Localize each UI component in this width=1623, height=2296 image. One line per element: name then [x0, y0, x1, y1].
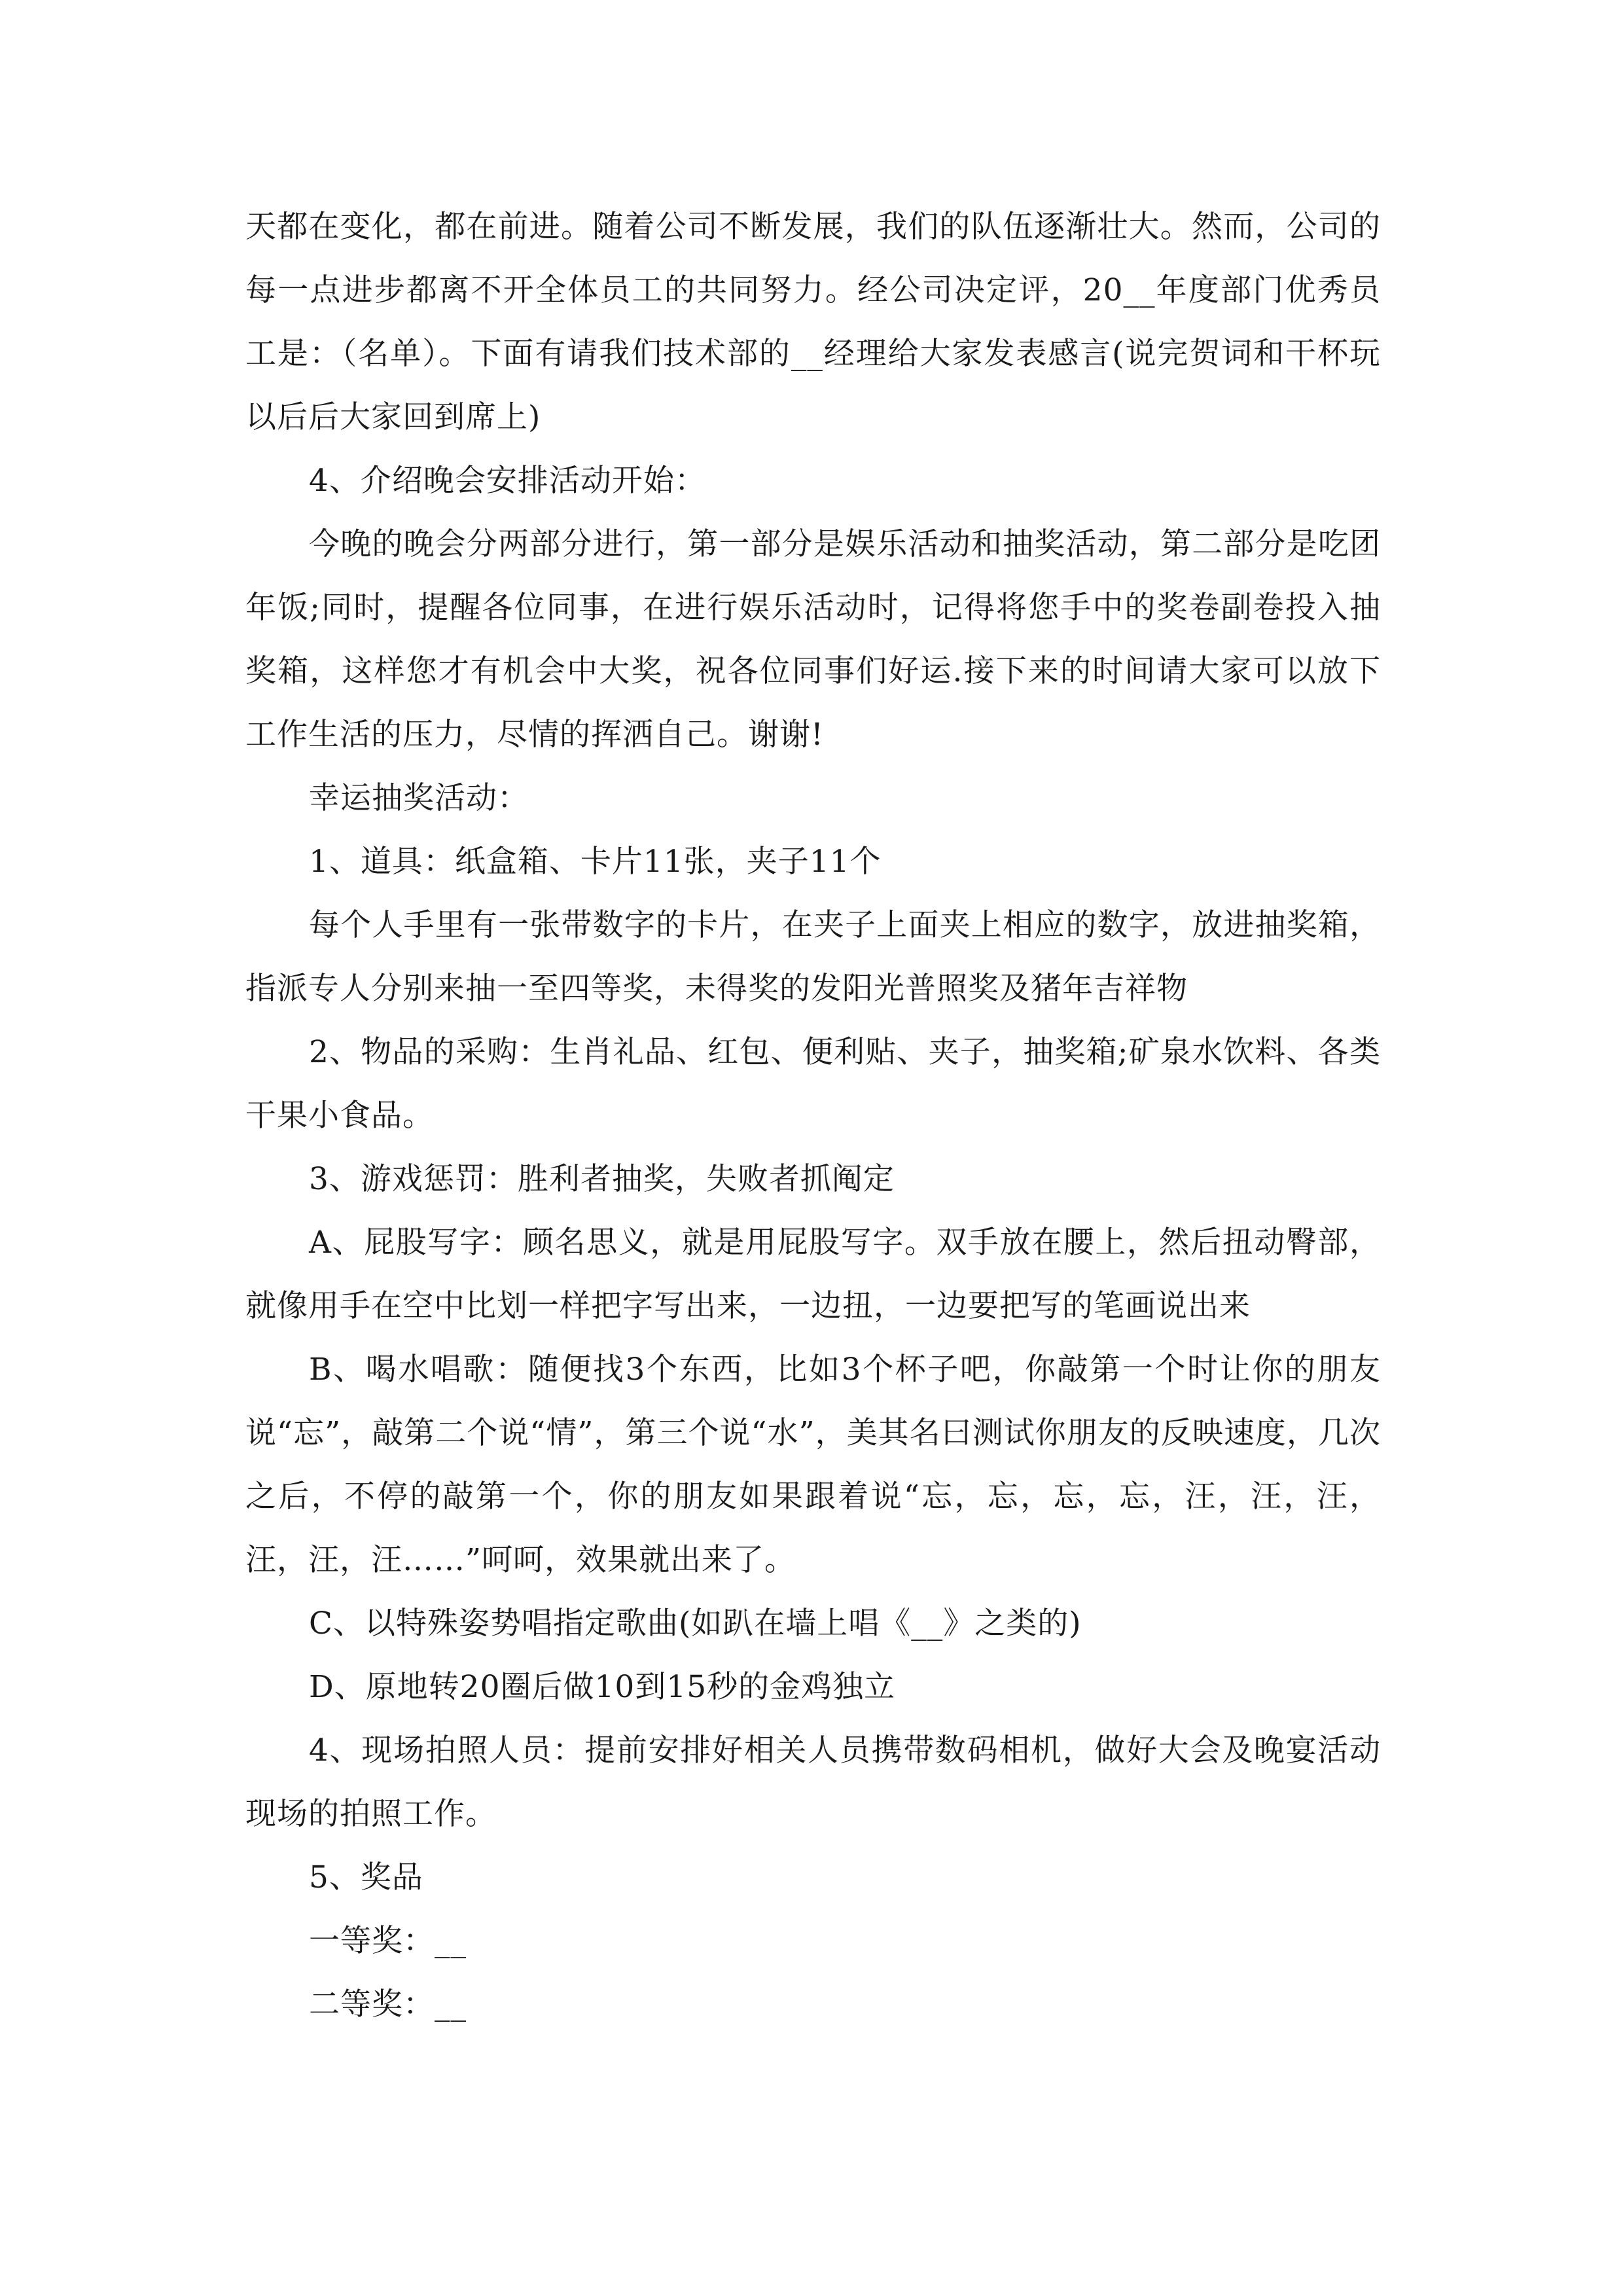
paragraph-intro-continuation: 天都在变化，都在前进。随着公司不断发展，我们的队伍逐渐壮大。然而，公司的每一点进步都离不开全体员工的共同努力。经公司决定评，20__年度部门优秀员工是：（名单）。下面有请我们技术部的__经理给大家发表感言(说完贺词和干杯玩以后后大家回到席上)	[245, 209, 1381, 435]
paragraph-prizes-heading: 5、奖品	[309, 1859, 423, 1895]
paragraph-penalty-d: D、原地转20圈后做10到15秒的金鸡独立	[309, 1669, 896, 1705]
paragraph-penalty-a: A、屁股写字：顾名思义，就是用屁股写字。双手放在腰上，然后扭动臀部，就像用手在空中比划一样把字写出来，一边扭，一边要把写的笔画说出来	[245, 1225, 1381, 1324]
paragraph-penalty-b: B、喝水唱歌：随便找3个东西，比如3个杯子吧，你敲第一个时让你的朋友说“忘”，敲第二个说“情”，第三个说“水”，美其名曰测试你朋友的反映速度，几次之后，不停的敲第一个，你的朋友如果跟着说“忘，忘，忘，忘，汪，汪，汪，汪，汪，汪……”呵呵，效果就出来了。	[245, 1352, 1381, 1578]
paragraph-penalty-c: C、以特殊姿势唱指定歌曲(如趴在墙上唱《__》之类的)	[309, 1605, 1082, 1641]
paragraph-section-4-heading: 4、介绍晚会安排活动开始：	[309, 463, 706, 499]
paragraph-first-prize: 一等奖：__	[309, 1923, 467, 1959]
paragraph-lottery-heading: 幸运抽奖活动：	[309, 780, 529, 816]
paragraph-game-penalty: 3、游戏惩罚：胜利者抽奖，失败者抓阄定	[309, 1161, 895, 1197]
paragraph-second-prize: 二等奖：__	[309, 1986, 467, 2022]
paragraph-evening-arrangement: 今晚的晚会分两部分进行，第一部分是娱乐活动和抽奖活动，第二部分是吃团年饭;同时，提醒各位同事，在进行娱乐活动时，记得将您手中的奖卷副卷投入抽奖箱，这样您才有机会中大奖，祝各位同事们好运.接下来的时间请大家可以放下工作生活的压力，尽情的挥洒自己。谢谢!	[245, 526, 1381, 753]
paragraph-card-procedure: 每个人手里有一张带数字的卡片，在夹子上面夹上相应的数字，放进抽奖箱，指派专人分别来抽一至四等奖，未得奖的发阳光普照奖及猪年吉祥物	[245, 907, 1381, 1007]
document-body	[245, 195, 1381, 2036]
paragraph-props: 1、道具：纸盒箱、卡片11张，夹子11个	[309, 844, 882, 880]
paragraph-purchasing: 2、物品的采购：生肖礼品、红包、便利贴、夹子，抽奖箱;矿泉水饮料、各类干果小食品。	[245, 1034, 1381, 1134]
paragraph-photographer: 4、现场拍照人员：提前安排好相关人员携带数码相机，做好大会及晚宴活动现场的拍照工作。	[245, 1732, 1381, 1832]
